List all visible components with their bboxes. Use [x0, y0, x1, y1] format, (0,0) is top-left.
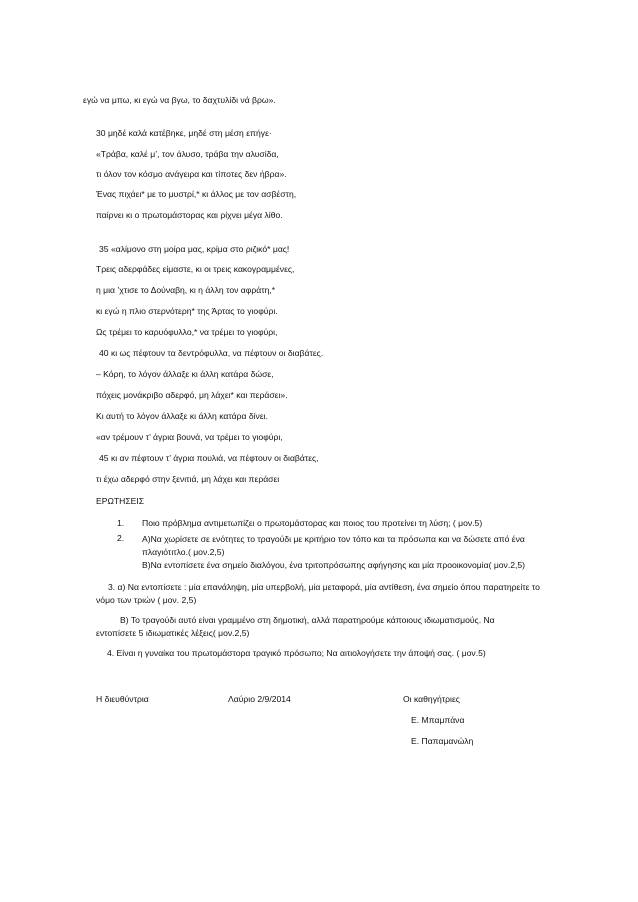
question-1-text: Ποιο πρόβλημα αντιμετωπίζει ο πρωτομάστορας και ποιος του προτείνει τη λύση; ( μον.5) — [142, 518, 483, 528]
poem-line: κι εγώ η πλιο στερνότερη* της Άρτας το γιοφύρι. — [96, 306, 278, 316]
poem-line: παίρνει κι ο πρωτομάστορας και ρίχνει μέγα λίθο. — [96, 210, 283, 220]
poem-line-30: 30 μηδέ καλά κατέβηκε, μηδέ στη μέση επήγε· — [96, 128, 272, 138]
question-2-number: 2. — [117, 533, 125, 543]
question-2a-text: Α)Να χωρίσετε σε ενότητες το τραγούδι με κριτήριο τον τόπο και τα πρόσωπα και να δώσετε από ένα πλαγιότιτλο.( μον.2,5) — [142, 534, 525, 557]
poem-line: «αν τρέμουν τ’ άγρια βουνά, να τρέμει το γιοφύρι, — [96, 432, 283, 442]
poem-line: Ως τρέμει το καρυόφυλλο,* να τρέμει το γιοφύρι, — [96, 327, 278, 337]
poem-line: Κι αυτή το λόγον άλλαξε κι άλλη κατάρα δίνει. — [96, 411, 268, 421]
question-2b-text: Β)Να εντοπίσετε ένα σημείο διαλόγου, ένα τριτοπρόσωπης αφήγησης και μία προοικονομία( μον.2,5) — [142, 560, 526, 570]
poem-line: Ένας πιχάει* με το μυστρί,* κι άλλος με τον ασβέστη, — [96, 189, 297, 199]
poem-line: Τρεις αδερφάδες είμαστε, κι οι τρεις κακογραμμένες, — [96, 264, 295, 274]
question-4-text: 4. Είναι η γυναίκα του πρωτομάστορα τραγικό πρόσωπο; Να αιτιολογήσετε την άποψή σας. ( μον.5) — [107, 648, 486, 658]
poem-line: πόχεις μονάκριβο αδερφό, μη λάχει* και περάσει». — [96, 390, 288, 400]
teacher-name-1: Ε. Μπαμπάνα — [411, 715, 465, 725]
poem-line: η μια ’χτισε το Δούναβη, κι η άλλη τον αφράτη,* — [96, 285, 276, 295]
question-1-number: 1. — [117, 518, 125, 528]
poem-line-35: 35 «αλίμονο στη μοίρα μας, κρίμα στο ριζικό* μας! — [99, 244, 290, 254]
poem-line: – Κόρη, το λόγον άλλαξε κι άλλη κατάρα δώσε, — [96, 369, 274, 379]
teacher-name-2: Ε. Παπαμανώλη — [411, 736, 474, 746]
poem-line-45: 45 κι αν πέφτουν τ’ άγρια πουλιά, να πέφτουν οι διαβάτες, — [99, 453, 319, 463]
poem-line: «Τράβα, καλέ μ’, τον άλυσο, τράβα την αλυσίδα, — [96, 149, 279, 159]
poem-line: εγώ να μπω, κι εγώ να βγω, το δαχτυλίδι νά βρω». — [83, 95, 276, 105]
poem-line: τι έχω αδερφό στην ξενιτιά, μη λάχει και περάσει — [96, 474, 280, 484]
place-date: Λαύριο 2/9/2014 — [228, 694, 291, 704]
question-3a-text: 3. α) Να εντοπίσετε : μία επανάληψη, μία υπερβολή, μία μεταφορά, μία αντίθεση, ένα σημείο όπου παρατηρείτε το νόμο των τριών ( μον. 2,5) — [96, 582, 540, 605]
questions-heading: ΕΡΩΤΗΣΕΙΣ — [96, 496, 145, 506]
director-label: Η διευθύντρια — [96, 694, 149, 704]
question-3b-text: Β) Το τραγούδι αυτό είναι γραμμένο στη δημοτική, αλλά παρατηρούμε κάποιους ιδιωματισμούς. Να εντοπίσετε 5 ιδιωματικές λέξεις( μον.2,5) — [96, 615, 495, 638]
poem-line-40: 40 κι ως πέφτουν τα δεντρόφυλλα, να πέφτουν οι διαβάτες. — [99, 348, 324, 358]
poem-line: τι όλον τον κόσμο ανάγειρα και τίποτες δεν ήβρα». — [96, 169, 287, 179]
teachers-label: Οι καθηγήτριες — [403, 694, 460, 704]
